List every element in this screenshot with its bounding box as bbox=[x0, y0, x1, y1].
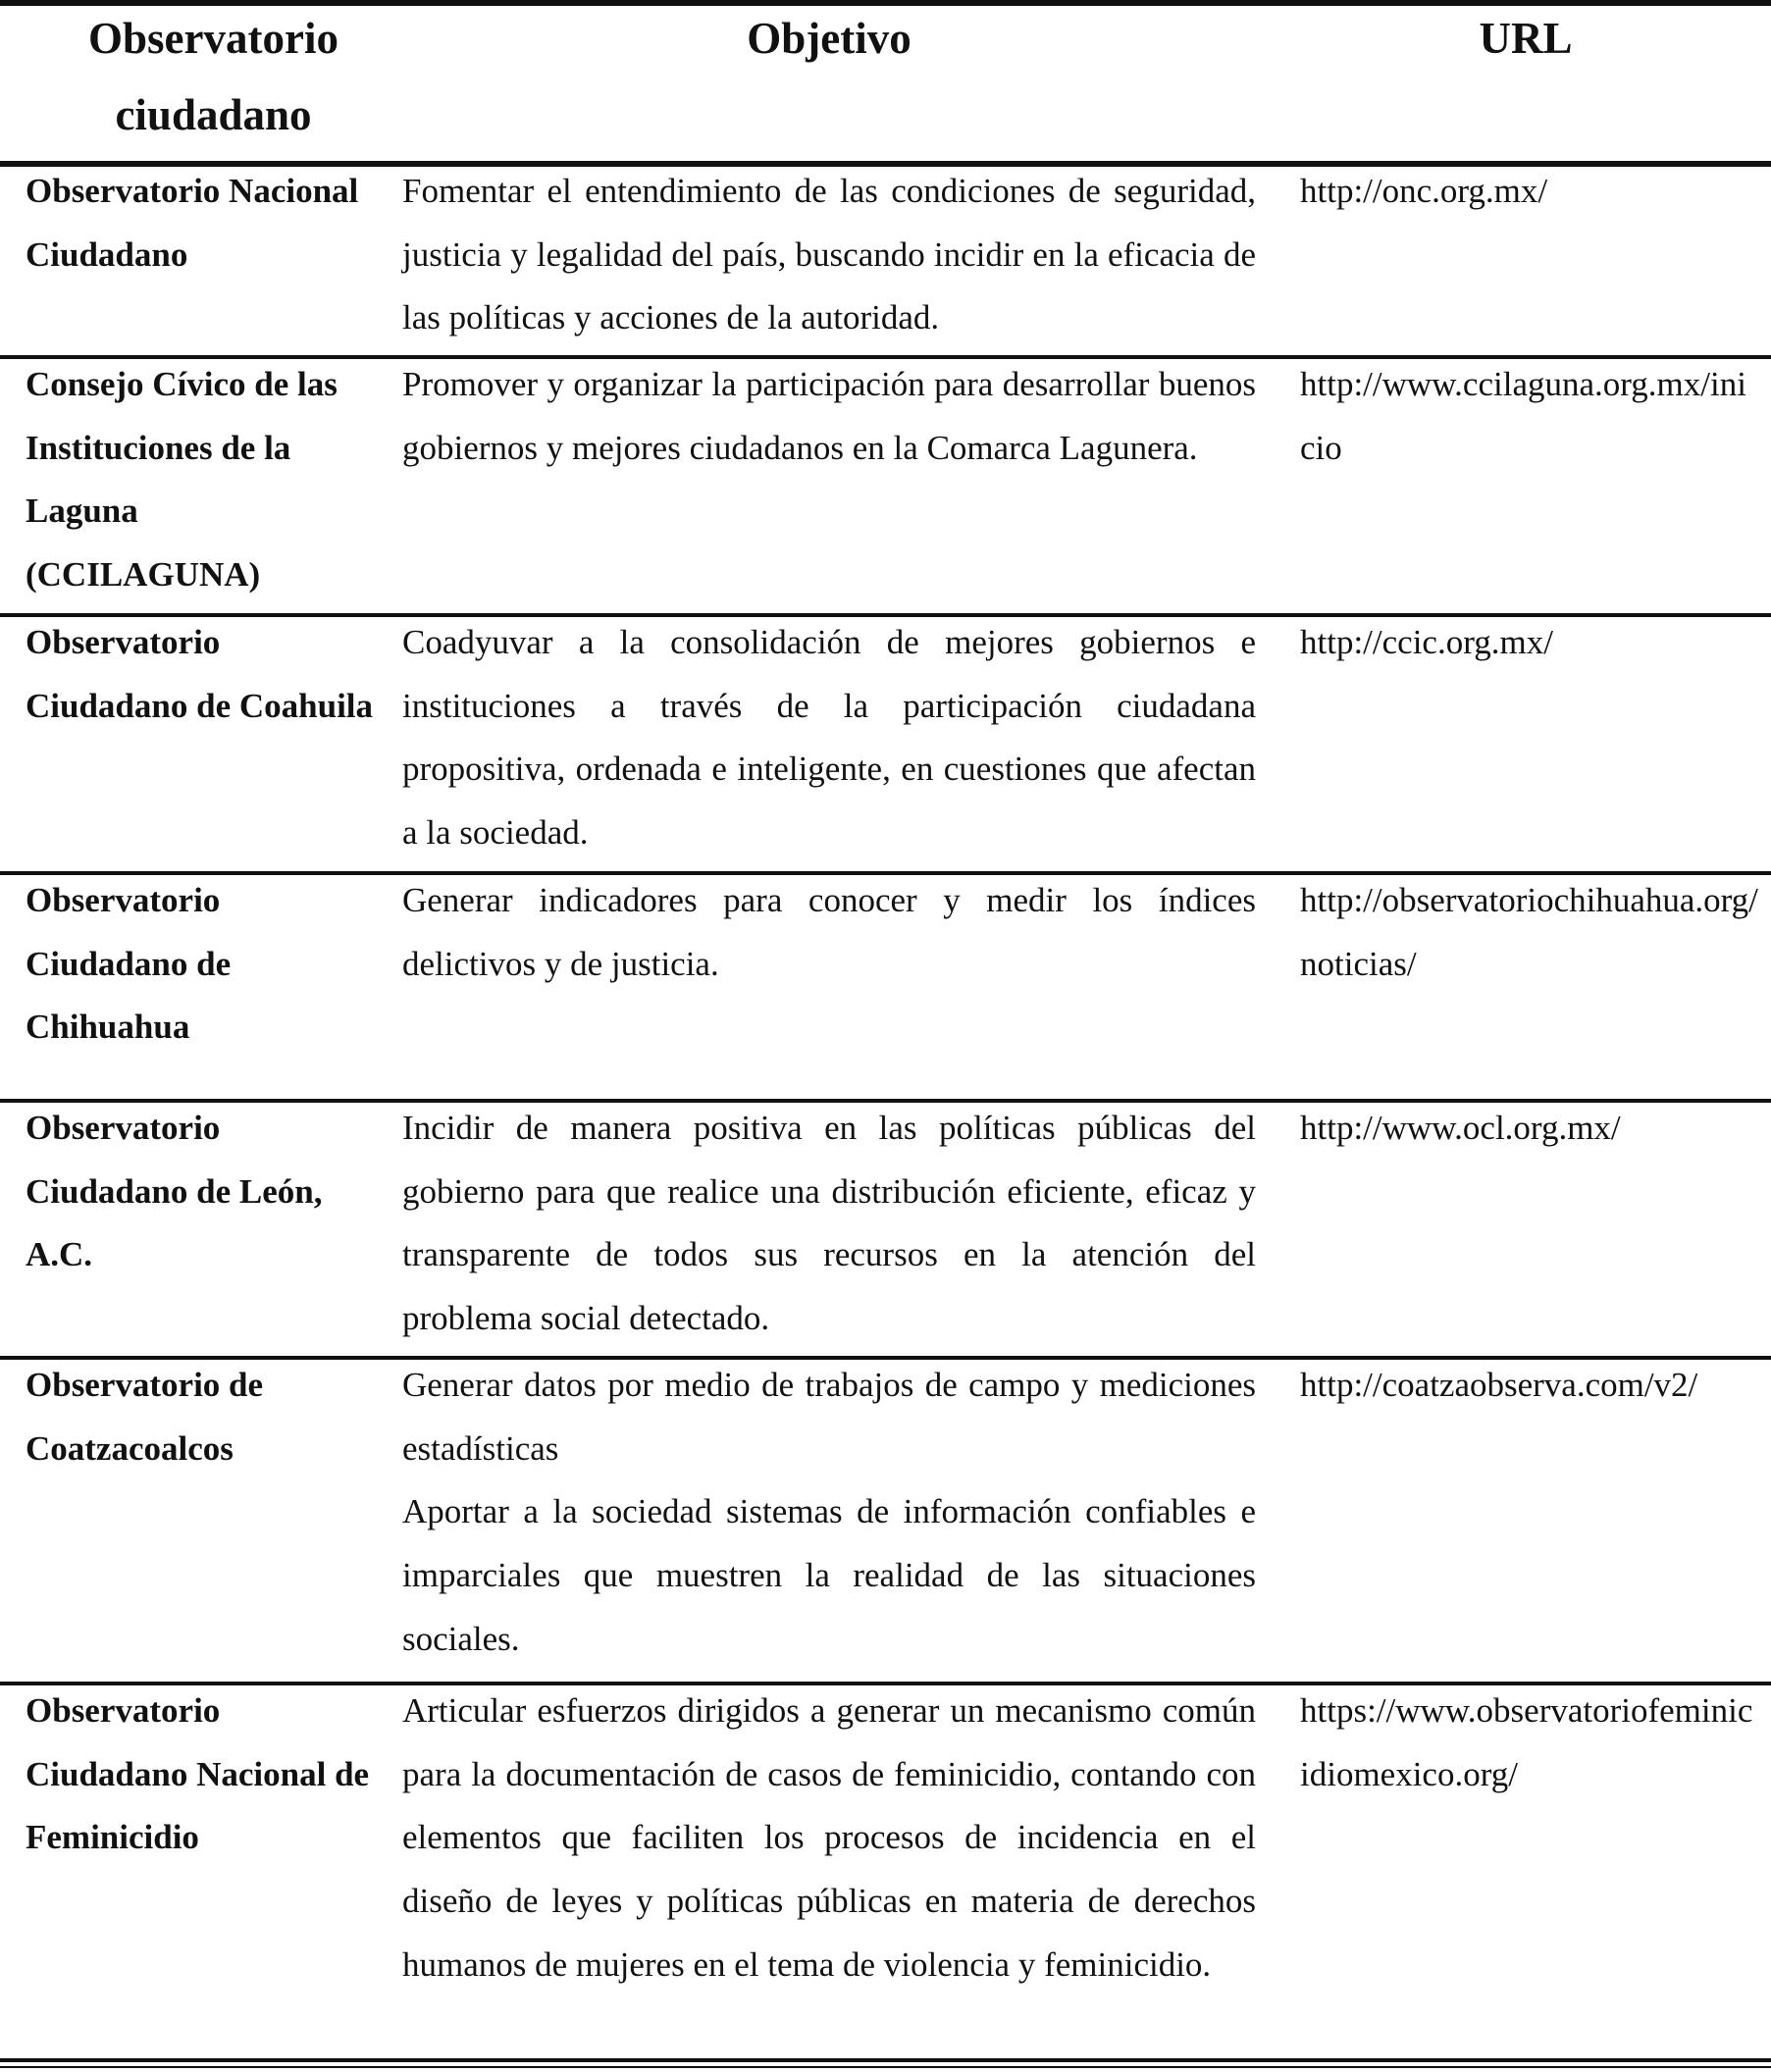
row-objetivo bbox=[402, 1354, 1256, 1672]
row-name: Observatorio Ciudadano de Chihuahua bbox=[26, 881, 232, 1047]
table-bottom-rule-thin bbox=[0, 2066, 1771, 2068]
row-objetivo: Coadyuvar a la consolidación de mejores gobiernos e instituciones a través de la participación ciudadana propositiva, ordenada e inteligente, en cuestiones que afectan a la sociedad. bbox=[402, 623, 1256, 853]
row-url[interactable]: http://coatzaobserva.com/v2/ bbox=[1300, 1366, 1698, 1404]
row-objetivo: Promover y organizar la participación para desarrollar buenos gobiernos y mejores ciudadanos en la Comarca Lagunera. bbox=[402, 365, 1256, 467]
row-objetivo: Fomentar el entendimiento de las condiciones de seguridad, justicia y legalidad del país, buscando incidir en la eficacia de las políticas y acciones de la autoridad. bbox=[402, 172, 1256, 337]
row-name: Observatorio Nacional Ciudadano bbox=[26, 172, 359, 274]
row-url[interactable]: http://ccic.org.mx/ bbox=[1300, 623, 1553, 661]
row-objetivo: Incidir de manera positiva en las políticas públicas del gobierno para que realice una distribución eficiente, eficaz y transparente de todos sus recursos en la atención del problema social detectado. bbox=[402, 1109, 1256, 1338]
row-url[interactable]: https://www.observatoriofeminicidiomexico.org/ bbox=[1300, 1691, 1753, 1793]
row-name: Observatorio Ciudadano de León, A.C. bbox=[26, 1109, 323, 1274]
row-name: Observatorio de Coatzacoalcos bbox=[26, 1366, 264, 1468]
header-url: URL bbox=[1479, 14, 1573, 63]
header-objetivo: Objetivo bbox=[747, 14, 912, 63]
row-url[interactable]: http://www.ccilaguna.org.mx/inicio bbox=[1300, 365, 1746, 467]
row-name: Observatorio Ciudadano de Coahuila bbox=[26, 623, 374, 725]
row-name: Observatorio Ciudadano Nacional de Feminicidio bbox=[26, 1691, 370, 1857]
row-objetivo: Articular esfuerzos dirigidos a generar un mecanismo común para la documentación de casos de feminicidio, contando con elementos que faciliten los procesos de incidencia en el diseño de leyes y políticas públicas en materia de derechos humanos de mujeres en el tema de violencia y feminicidio. bbox=[402, 1691, 1256, 1984]
row-objetivo-paragraph-2: Aportar a la sociedad sistemas de información confiables e imparciales que muestren la realidad de las situaciones sociales. bbox=[402, 1492, 1256, 1658]
row-objetivo: Generar indicadores para conocer y medir los índices delictivos y de justicia. bbox=[402, 881, 1256, 983]
row-objetivo-paragraph-1: Generar datos por medio de trabajos de campo y mediciones estadísticas bbox=[402, 1366, 1256, 1468]
table-bottom-rule bbox=[0, 2058, 1771, 2062]
header-observatorio: Observatorio ciudadano bbox=[88, 14, 339, 139]
row-url[interactable]: http://onc.org.mx/ bbox=[1300, 172, 1548, 210]
row-url[interactable]: http://observatoriochihuahua.org/noticias/ bbox=[1300, 881, 1758, 983]
row-url[interactable]: http://www.ocl.org.mx/ bbox=[1300, 1109, 1621, 1147]
row-name: Consejo Cívico de las Instituciones de la Laguna (CCILAGUNA) bbox=[26, 365, 338, 595]
